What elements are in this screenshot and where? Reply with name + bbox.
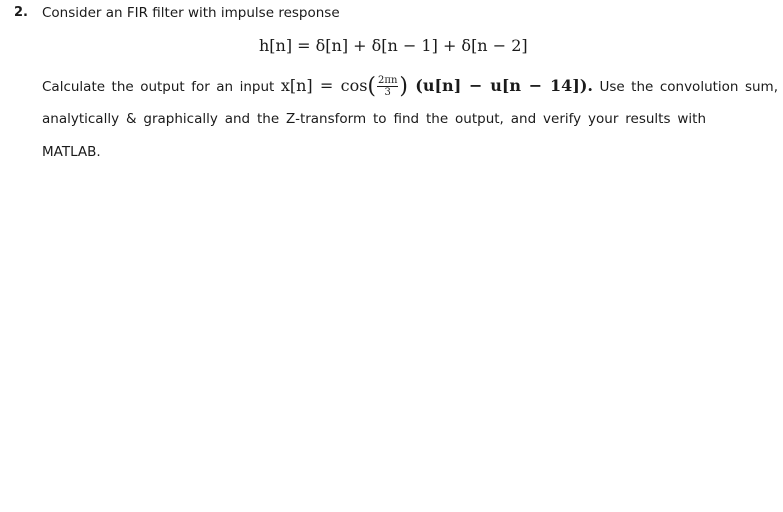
problem-matlab-line: MATLAB. [42,144,101,160]
problem-intro: Consider an FIR filter with impulse response [42,5,340,21]
input-rhs: (u[n] − u[n − 14]). [415,76,593,95]
right-paren: ) [399,74,408,99]
input-lhs: x[n] = cos [280,76,368,95]
problem-method-line: analytically & graphically and the Z-transform to find the output, and verify your results with [42,111,707,127]
impulse-response-equation: h[n] = δ[n] + δ[n − 1] + δ[n − 2] [259,36,528,55]
input-signal-equation [280,74,593,99]
input-prefix-text: Calculate the output for an input [42,79,275,95]
fraction-numerator: 2πn [378,75,398,86]
problem-input-line [42,74,779,99]
problem-number: 2. [14,5,28,20]
input-suffix-text: Use the convolution sum, [599,79,779,95]
left-paren: ( [367,74,377,99]
fraction-denominator: 3 [384,87,391,98]
cos-argument-fraction [377,75,398,98]
